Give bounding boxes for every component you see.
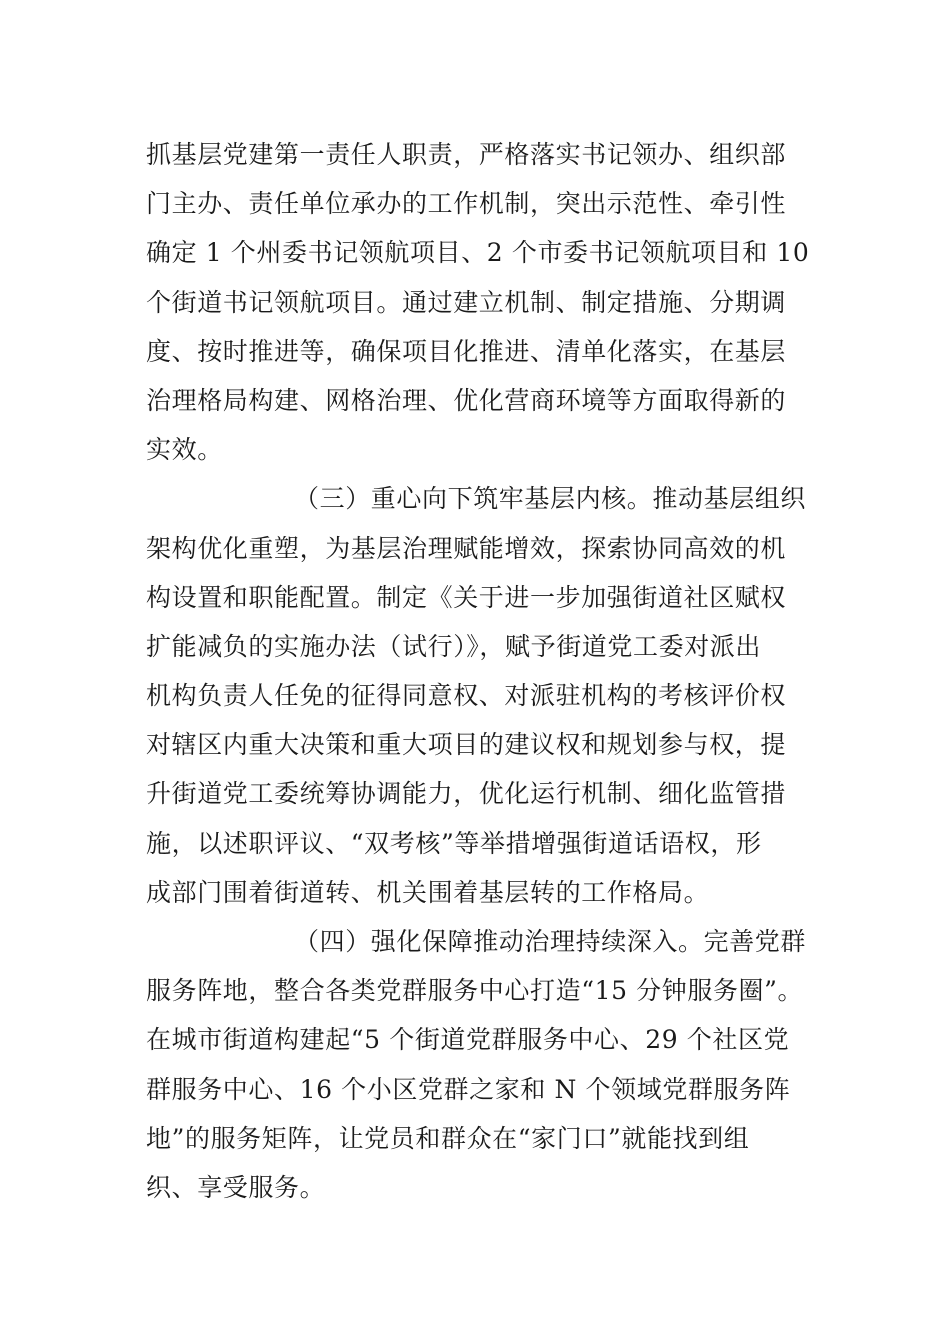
- text-line: 服务阵地，整合各类党群服务中心打造“15 分钟服务圈”。: [146, 976, 804, 1006]
- text-line: 在城市街道构建起“5 个街道党群服务中心、29 个社区党: [146, 1025, 790, 1055]
- paragraph-project-leadership: [146, 130, 826, 474]
- text-line: 群服务中心、16 个小区党群之家和 N 个领域党群服务阵: [146, 1074, 791, 1104]
- text-line: 施，以述职评议、“双考核”等举措增强街道话语权，形: [146, 828, 762, 858]
- text-line: 个街道书记领航项目。通过建立机制、制定措施、分期调: [146, 287, 787, 317]
- text-line: 治理格局构建、网格治理、优化营商环境等方面取得新的: [146, 385, 787, 415]
- document-body: [146, 130, 826, 1212]
- text-line: 门主办、责任单位承办的工作机制，突出示范性、牵引性: [146, 189, 787, 219]
- text-line: 构设置和职能配置。制定《关于进一步加强街道社区赋权: [146, 582, 787, 612]
- paragraph-section-four: [146, 917, 826, 1212]
- text-line: 确定 1 个州委书记领航项目、2 个市委书记领航项目和 10: [146, 238, 810, 268]
- text-line: 地”的服务矩阵，让党员和群众在“家门口”就能找到组: [146, 1123, 750, 1153]
- text-line: 成部门围着街道转、机关围着基层转的工作格局。: [146, 877, 710, 907]
- text-line: 对辖区内重大决策和重大项目的建议权和规划参与权，提: [146, 730, 787, 760]
- paragraph-section-three: [146, 474, 826, 917]
- text-line: 扩能减负的实施办法（试行）》，赋予街道党工委对派出: [146, 631, 762, 661]
- text-line: 抓基层党建第一责任人职责，严格落实书记领办、组织部: [146, 140, 787, 169]
- section-heading-line: （三）重心向下筑牢基层内核。推动基层组织: [294, 484, 807, 514]
- section-heading-line: （四）强化保障推动治理持续深入。完善党群: [294, 927, 807, 956]
- text-line: 升街道党工委统筹协调能力，优化运行机制、细化监管措: [146, 779, 787, 809]
- text-line: 织、享受服务。: [146, 1172, 326, 1202]
- text-line: 架构优化重塑，为基层治理赋能增效，探索协同高效的机: [146, 533, 787, 563]
- text-line: 实效。: [146, 435, 223, 465]
- text-line: 机构负责人任免的征得同意权、对派驻机构的考核评价权: [146, 681, 787, 711]
- text-line: 度、按时推进等，确保项目化推进、清单化落实，在基层: [146, 336, 787, 366]
